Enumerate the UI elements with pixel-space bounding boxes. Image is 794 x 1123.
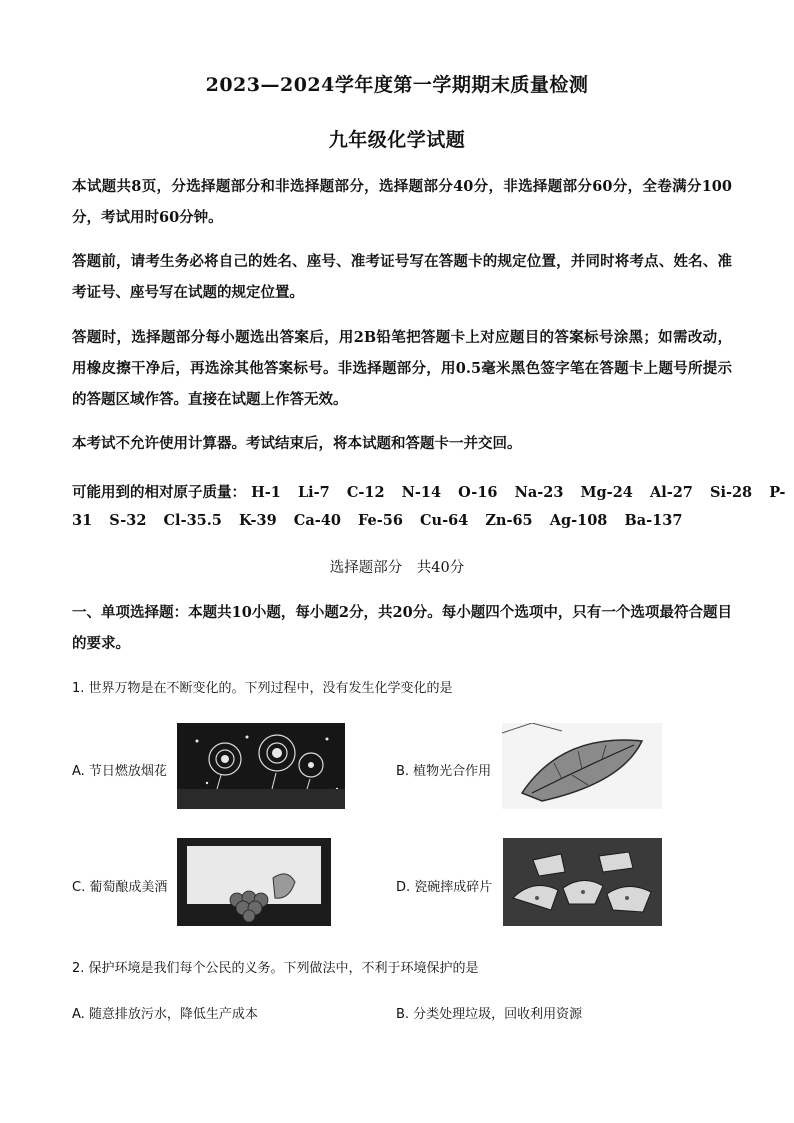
mass-item: Ca-40 xyxy=(293,512,341,529)
atomic-masses-line-1 xyxy=(72,481,794,502)
question-1-stem: 1. 世界万物是在不断变化的。下列过程中，没有发生化学变化的是 xyxy=(72,681,453,696)
exam-title: 2023—2024学年度第一学期期末质量检测 xyxy=(205,74,589,96)
question-1-option-c: C. 葡萄酿成美酒 xyxy=(72,880,168,895)
question-2-stem: 2. 保护环境是我们每个公民的义务。下列做法中，不利于环境保护的是 xyxy=(72,961,479,976)
mass-item: Ag-108 xyxy=(549,512,608,529)
question-1-option-a: A. 节日燃放烟花 xyxy=(72,764,167,779)
mass-item: Cl-35.5 xyxy=(163,512,222,529)
exam-subtitle: 九年级化学试题 xyxy=(328,129,466,151)
mass-item: 31 xyxy=(72,512,93,529)
mass-item: Al-27 xyxy=(649,484,693,501)
question-2-option-b: B. 分类处理垃圾，回收利用资源 xyxy=(396,1007,583,1022)
mass-item: S-32 xyxy=(109,512,147,529)
section-heading: 选择题部分 共40分 xyxy=(329,560,465,576)
question-1-option-b: B. 植物光合作用 xyxy=(396,764,492,779)
mass-item: Ba-137 xyxy=(624,512,683,529)
mass-item: Zn-65 xyxy=(485,512,533,529)
mass-item: Cu-64 xyxy=(419,512,469,529)
question-2-option-a: A. 随意排放污水，降低生产成本 xyxy=(72,1007,258,1022)
question-1-option-d: D. 瓷碗摔成碎片 xyxy=(396,880,493,895)
mass-item: Na-23 xyxy=(514,484,564,501)
instruction-2: 答题前，请考生务必将自己的姓名、座号、准考证号写在答题卡的规定位置，并同时将考点、姓名、准考证号、座号写在试题的规定位置。 xyxy=(72,253,732,301)
mass-item: P- xyxy=(769,484,786,501)
mass-item: O-16 xyxy=(458,484,498,501)
instruction-4: 本考试不允许使用计算器。考试结束后，将本试题和答题卡一并交回。 xyxy=(72,435,522,452)
grapes-image xyxy=(177,838,331,926)
atomic-masses-label: 可能用到的相对原子质量： xyxy=(72,484,246,501)
instruction-3: 答题时，选择题部分每小题选出答案后，用2B铅笔把答题卡上对应题目的答案标号涂黑；如需改动，用橡皮擦干净后，再选涂其他答案标号。非选择题部分，用0.5毫米黑色签字笔在答题卡上题号所提示的答题区域作答。直接在试题上作答无效。 xyxy=(72,329,732,408)
atomic-masses-line-2 xyxy=(72,512,694,529)
mass-item: Mg-24 xyxy=(580,484,633,501)
mass-item: Si-28 xyxy=(709,484,753,501)
mass-item: Fe-56 xyxy=(357,512,403,529)
mass-item: N-14 xyxy=(401,484,442,501)
fireworks-image xyxy=(177,723,345,809)
leaf-image xyxy=(502,723,662,809)
instruction-1: 本试题共8页，分选择题部分和非选择题部分，选择题部分40分，非选择题部分60分，全卷满分100分，考试用时60分钟。 xyxy=(72,178,732,226)
mass-item: C-12 xyxy=(346,484,385,501)
broken-bowl-image xyxy=(503,838,662,926)
mass-item: H-1 xyxy=(251,484,281,501)
part-title: 一、单项选择题：本题共10小题，每小题2分，共20分。每小题四个选项中，只有一个选项最符合题目的要求。 xyxy=(72,604,732,652)
mass-item: Li-7 xyxy=(297,484,330,501)
mass-item: K-39 xyxy=(238,512,277,529)
